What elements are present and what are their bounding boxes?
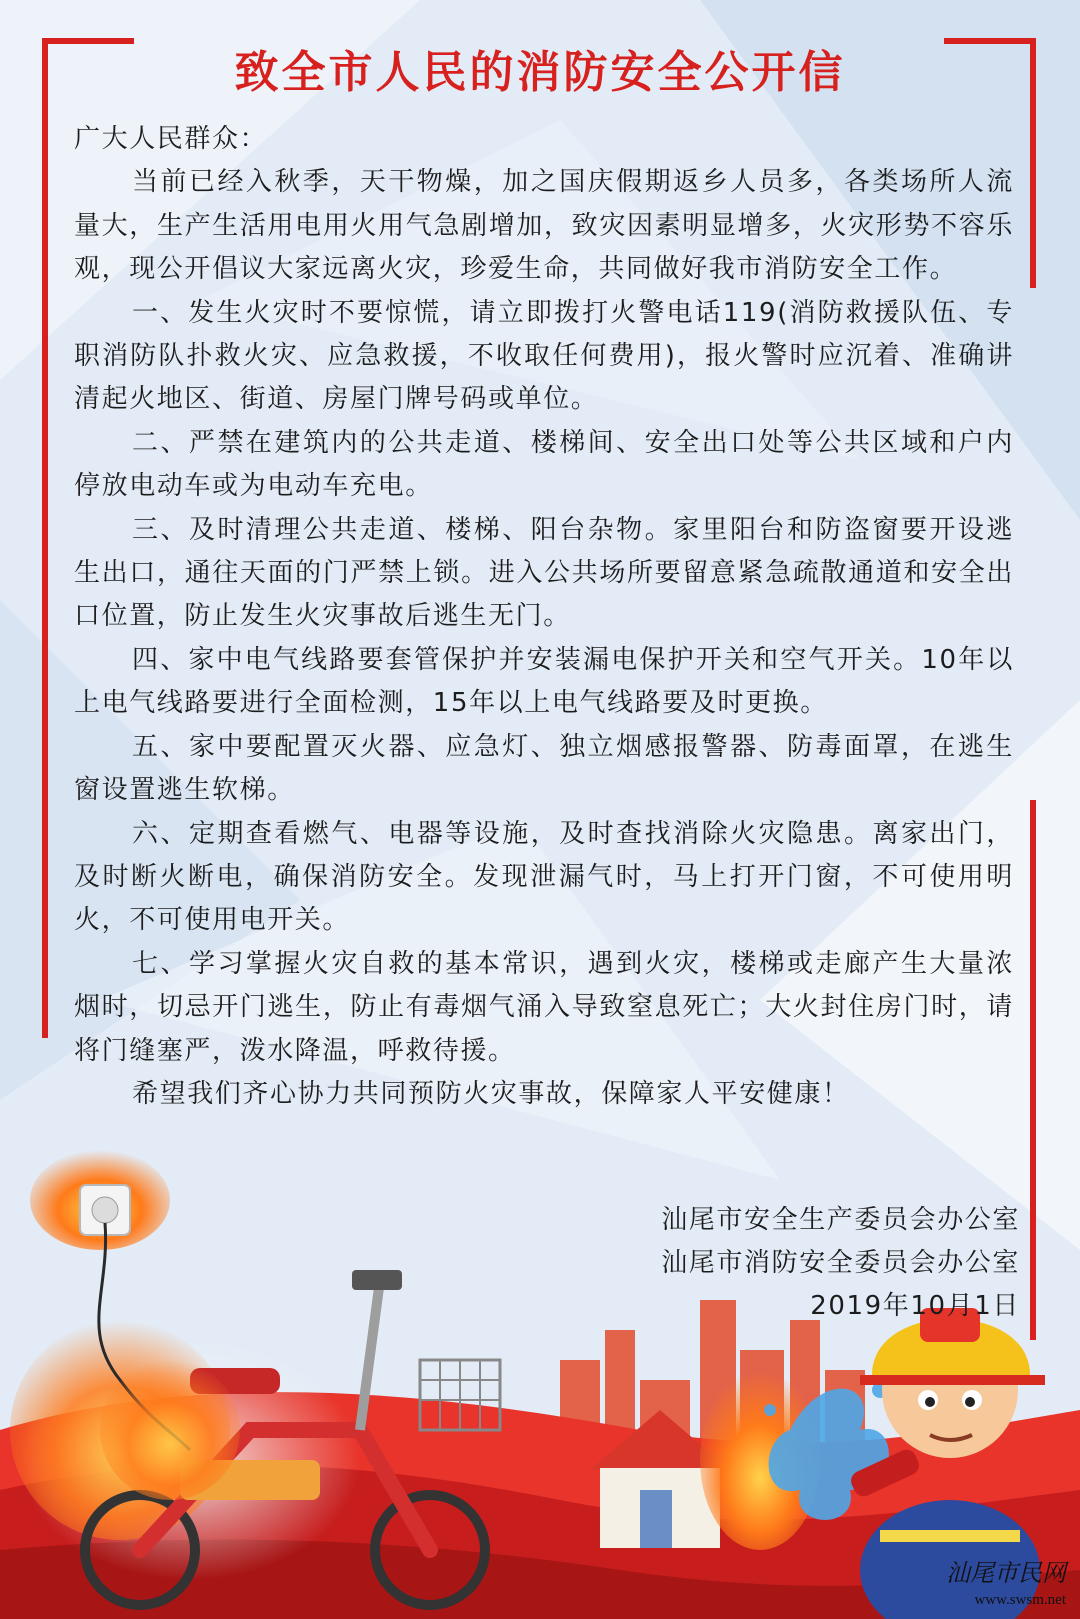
left-bracket-side	[42, 38, 48, 1038]
paragraph-closing: 希望我们齐心协力共同预防火灾事故，保障家人平安健康！	[132, 1078, 850, 1109]
paragraph-item-7: 七、学习掌握火灾自救的基本常识，遇到火灾，楼梯或走廊产生大量浓烟时，切忌开门逃生，防止有毒烟气涌入导致窒息死亡；大火封住房门时，请将门缝塞严，泼水降温，呼救待援。	[74, 948, 1014, 1066]
paragraph-item-6: 六、定期查看燃气、电器等设施，及时查找消除火灾隐患。离家出门，及时断火断电，确保消防安全。发现泄漏气时，马上打开门窗，不可使用明火，不可使用电开关。	[74, 818, 1014, 936]
signature-line-2: 汕尾市消防安全委员会办公室	[661, 1248, 1020, 1278]
watermark-site-name: 汕尾市民网	[946, 1559, 1066, 1587]
letter-date: 2019年10月1日	[810, 1291, 1020, 1321]
watermark-url: www.swsm.net	[974, 1592, 1066, 1608]
paragraph-item-4: 四、家中电气线路要套管保护并安装漏电保护开关和空气开关。10年以上电气线路要进行全面检测，15年以上电气线路要及时更换。	[74, 644, 1014, 719]
paragraph-item-5: 五、家中要配置灭火器、应急灯、独立烟感报警器、防毒面罩，在逃生窗设置逃生软梯。	[74, 731, 1014, 806]
signature-block	[661, 1199, 1020, 1328]
signature-line-1: 汕尾市安全生产委员会办公室	[661, 1205, 1020, 1235]
site-watermark	[901, 1553, 1066, 1609]
letter-body	[74, 118, 1014, 1116]
paragraph-intro: 当前已经入秋季，天干物燥，加之国庆假期返乡人员多，各类场所人流量大，生产生活用电用火用气急剧增加，致灾因素明显增多，火灾形势不容乐观，现公开倡议大家远离火灾，珍爱生命，共同做好我市消防安全工作。	[74, 167, 1014, 285]
paragraph-item-3: 三、及时清理公共走道、楼梯、阳台杂物。家里阳台和防盗窗要开设逃生出口，通往天面的门严禁上锁。进入公共场所要留意紧急疏散通道和安全出口位置，防止发生火灾事故后逃生无门。	[74, 514, 1014, 632]
paragraph-item-2: 二、严禁在建筑内的公共走道、楼梯间、安全出口处等公共区域和户内停放电动车或为电动车充电。	[74, 427, 1014, 502]
letter-title: 致全市人民的消防安全公开信	[234, 47, 846, 98]
paragraph-item-1: 一、发生火灾时不要惊慌，请立即拨打火警电话119(消防救援队伍、专职消防队扑救火灾、应急救援，不收取任何费用)，报火警时应沉着、准确讲清起火地区、街道、房屋门牌号码或单位。	[74, 297, 1014, 415]
salutation: 广大人民群众：	[74, 124, 268, 154]
